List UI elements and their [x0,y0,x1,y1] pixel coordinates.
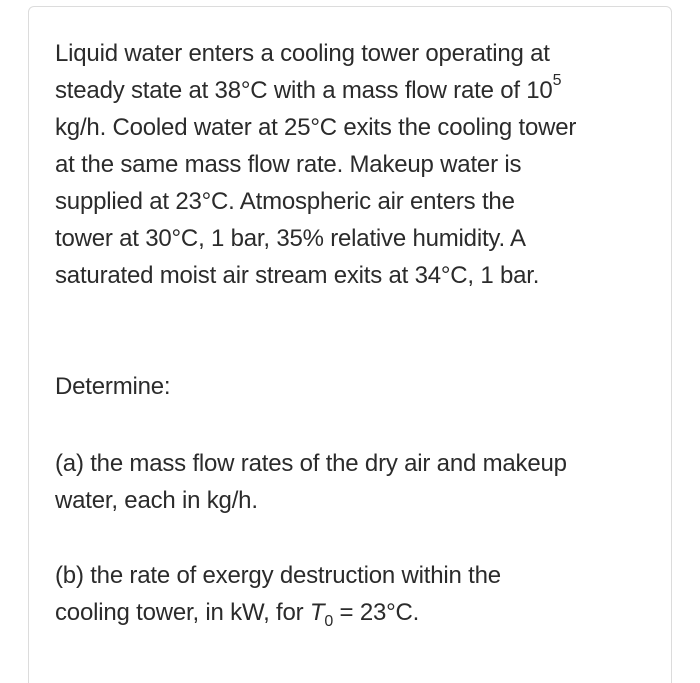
exponent: 5 [552,72,562,89]
intro-line-3: kg/h. Cooled water at 25°C exits the cooling tower [55,114,577,141]
part-a-line-1: (a) the mass flow rates of the dry air and makeup [55,450,567,477]
part-a-line-2: water, each in kg/h. [55,487,258,514]
problem-card [28,6,672,683]
intro-line-2: steady state at 38°C with a mass flow rate of $10^5$ [55,72,562,104]
determine-heading: Determine: [55,373,171,400]
temperature-subscript: 0 [324,612,334,630]
intro-paragraph [55,35,655,294]
temperature-symbol: T [309,599,325,626]
intro-line-5: supplied at 23°C. Atmospheric air enters the [55,188,515,215]
problem-text [55,35,655,631]
intro-line-1: Liquid water enters a cooling tower operating at [55,40,550,67]
part-b-line-1: (b) the rate of exergy destruction within the [55,562,501,589]
part-b-line-2: cooling tower, in kW, for $T_0 = 23^\circ C$. [55,599,420,630]
part-b [55,557,655,631]
part-a [55,445,655,519]
intro-line-6: tower at 30°C, 1 bar, 35% relative humidity. A [55,225,526,252]
intro-line-4: at the same mass flow rate. Makeup water is [55,151,522,178]
intro-line-7: saturated moist air stream exits at 34°C, 1 bar. [55,262,540,289]
